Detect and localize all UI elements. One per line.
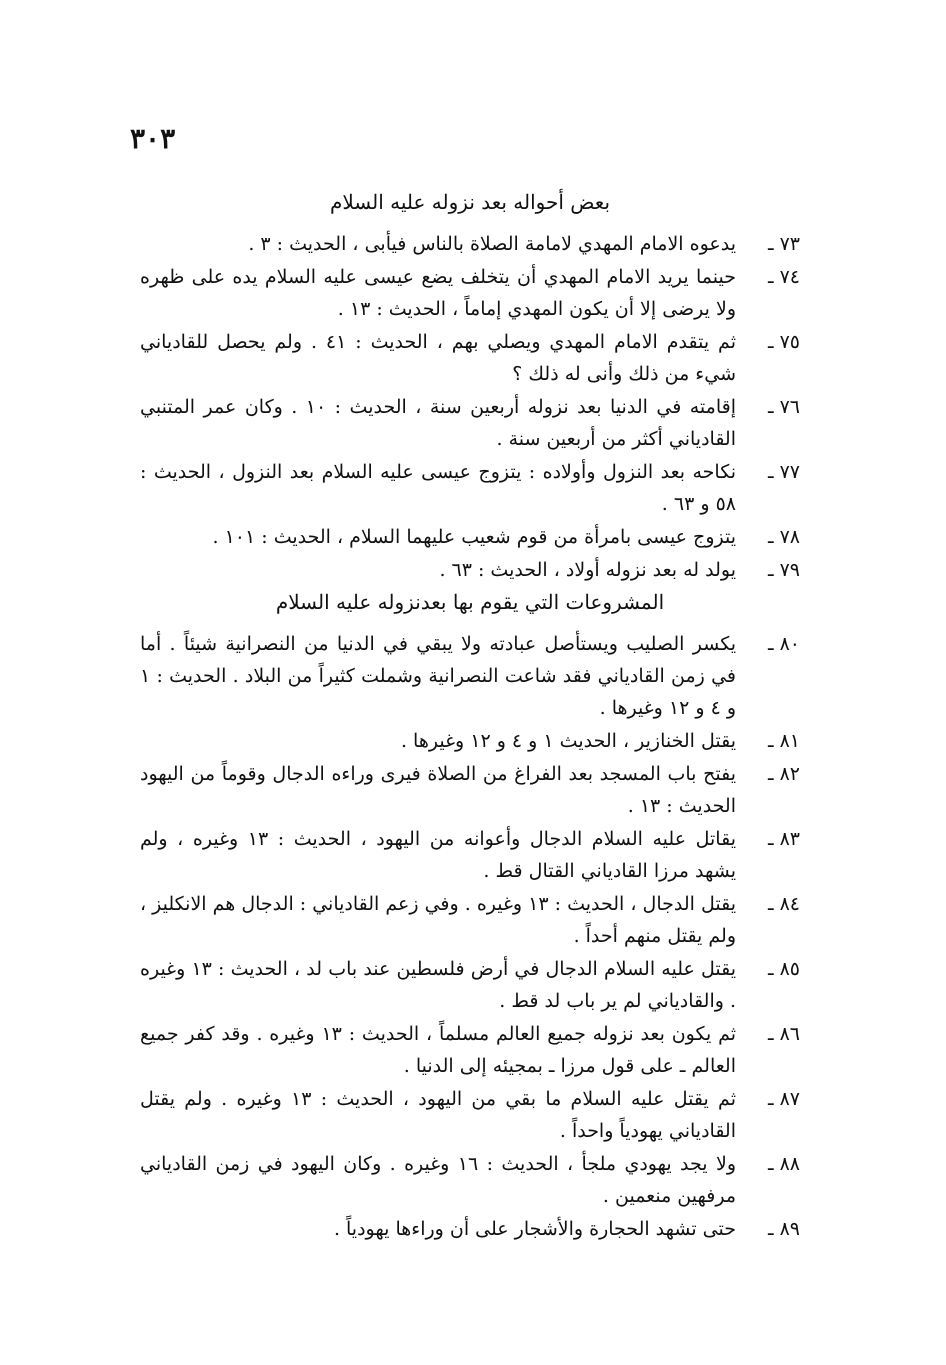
- entry-number: ٨٤ ـ: [767, 893, 800, 915]
- entry-text: يقتل الدجال ، الحديث : ١٣ وغيره . وفي زعم القادياني : الدجال هم الانكليز ، ولم يقتل منهم أحداً .: [140, 893, 736, 947]
- entry-number: ٧٨ ـ: [767, 526, 800, 548]
- entry-text: حينما يريد الامام المهدي أن يتخلف يضع عيسى عليه السلام يده على ظهره ولا يرضى إلا أن يكون المهدي إماماً ، الحديث : ١٣ .: [140, 266, 736, 320]
- list-item: [140, 456, 800, 520]
- list-item: [140, 725, 800, 757]
- entry-number: ٧٦ ـ: [767, 396, 800, 418]
- entry-text: ثم يتقدم الامام المهدي ويصلي بهم ، الحديث : ٤١ . ولم يحصل للقادياني شيء من ذلك وأنى له ذلك ؟: [140, 331, 736, 385]
- list-item: [140, 823, 800, 887]
- list-item: [140, 628, 800, 724]
- entry-number: ٨١ ـ: [767, 730, 800, 752]
- list-item: [140, 521, 800, 553]
- entry-number: ٨٧ ـ: [767, 1088, 800, 1110]
- entry-text: إقامته في الدنيا بعد نزوله أربعين سنة ، الحديث : ١٠ . وكان عمر المتنبي القادياني أكثر من أربعين سنة .: [140, 396, 736, 450]
- list-item: [140, 1213, 800, 1245]
- list-item: [140, 554, 800, 586]
- list-item: [140, 1148, 800, 1212]
- entry-text: ثم يكون بعد نزوله جميع العالم مسلماً ، الحديث : ١٣ وغيره . وقد كفر جميع العالم ـ على قول مرزا ـ بمجيئه إلى الدنيا .: [140, 1023, 737, 1077]
- entry-text: يقاتل عليه السلام الدجال وأعوانه من اليهود ، الحديث : ١٣ وغيره ، ولم يشهد مرزا القادياني القتال قط .: [140, 828, 736, 882]
- entries-section-1: [140, 228, 800, 587]
- entry-number: ٧٥ ـ: [767, 331, 800, 353]
- list-item: [140, 391, 800, 455]
- entry-number: ٨٣ ـ: [767, 828, 800, 850]
- page-number: ٣٠٣: [130, 122, 176, 155]
- section-heading-1: بعض أحواله بعد نزوله عليه السلام: [329, 190, 611, 214]
- list-item: [140, 758, 800, 822]
- list-item: [140, 1018, 800, 1082]
- entry-number: ٨٦ ـ: [767, 1023, 800, 1045]
- entry-text: يكسر الصليب ويستأصل عبادته ولا يبقي في الدنيا من النصرانية شيئاً . أما في زمن القادياني فقد شاعت النصرانية وشملت كثيراً من البلاد . الحديث : ١ و ٤ و ١٢ وغيرها .: [140, 633, 736, 719]
- section-heading-2: المشروعات التي يقوم بها بعدنزوله عليه السلام: [275, 590, 665, 614]
- entry-text: يقتل الخنازير ، الحديث ١ و ٤ و ١٢ وغيرها .: [400, 730, 736, 752]
- list-item: [140, 261, 800, 325]
- list-item: [140, 326, 800, 390]
- entry-text: ولا يجد يهودي ملجأ ، الحديث : ١٦ وغيره . وكان اليهود في زمن القادياني مرفهين منعمين .: [140, 1153, 736, 1207]
- list-item: [140, 228, 800, 260]
- entry-number: ٧٧ ـ: [767, 461, 800, 483]
- entry-text: يولد له بعد نزوله أولاد ، الحديث : ٦٣ .: [439, 559, 736, 581]
- list-item: [140, 888, 800, 952]
- entry-number: ٧٤ ـ: [767, 266, 800, 288]
- entry-text: حتى تشهد الحجارة والأشجار على أن وراءها يهودياً .: [333, 1218, 736, 1240]
- entry-number: ٨٨ ـ: [767, 1153, 800, 1175]
- list-item: [140, 1083, 800, 1147]
- entry-text: يفتح باب المسجد بعد الفراغ من الصلاة فيرى وراءه الدجال وقوماً من اليهود الحديث : ١٣ .: [140, 763, 736, 817]
- entry-number: ٨٥ ـ: [767, 958, 800, 980]
- entry-text: يتزوج عيسى بامرأة من قوم شعيب عليهما السلام ، الحديث : ١٠١ .: [212, 526, 736, 548]
- entries-section-2: [140, 628, 800, 1246]
- entry-number: ٧٩ ـ: [767, 559, 800, 581]
- entry-text: ثم يقتل عليه السلام ما بقي من اليهود ، الحديث : ١٣ وغيره . ولم يقتل القادياني يهودياً واحداً .: [140, 1088, 736, 1142]
- entry-number: ٨٢ ـ: [767, 763, 800, 785]
- entry-text: يدعوه الامام المهدي لامامة الصلاة بالناس فيأبى ، الحديث : ٣ .: [248, 233, 736, 255]
- entry-number: ٧٣ ـ: [767, 233, 800, 255]
- entry-number: ٨٩ ـ: [767, 1218, 800, 1240]
- entry-number: ٨٠ ـ: [767, 633, 800, 655]
- list-item: [140, 953, 800, 1017]
- entry-text: نكاحه بعد النزول وأولاده : يتزوج عيسى عليه السلام بعد النزول ، الحديث : ٥٨ و ٦٣ .: [140, 461, 736, 515]
- entry-text: يقتل عليه السلام الدجال في أرض فلسطين عند باب لد ، الحديث : ١٣ وغيره . والقادياني لم ير باب لد قط .: [140, 958, 736, 1012]
